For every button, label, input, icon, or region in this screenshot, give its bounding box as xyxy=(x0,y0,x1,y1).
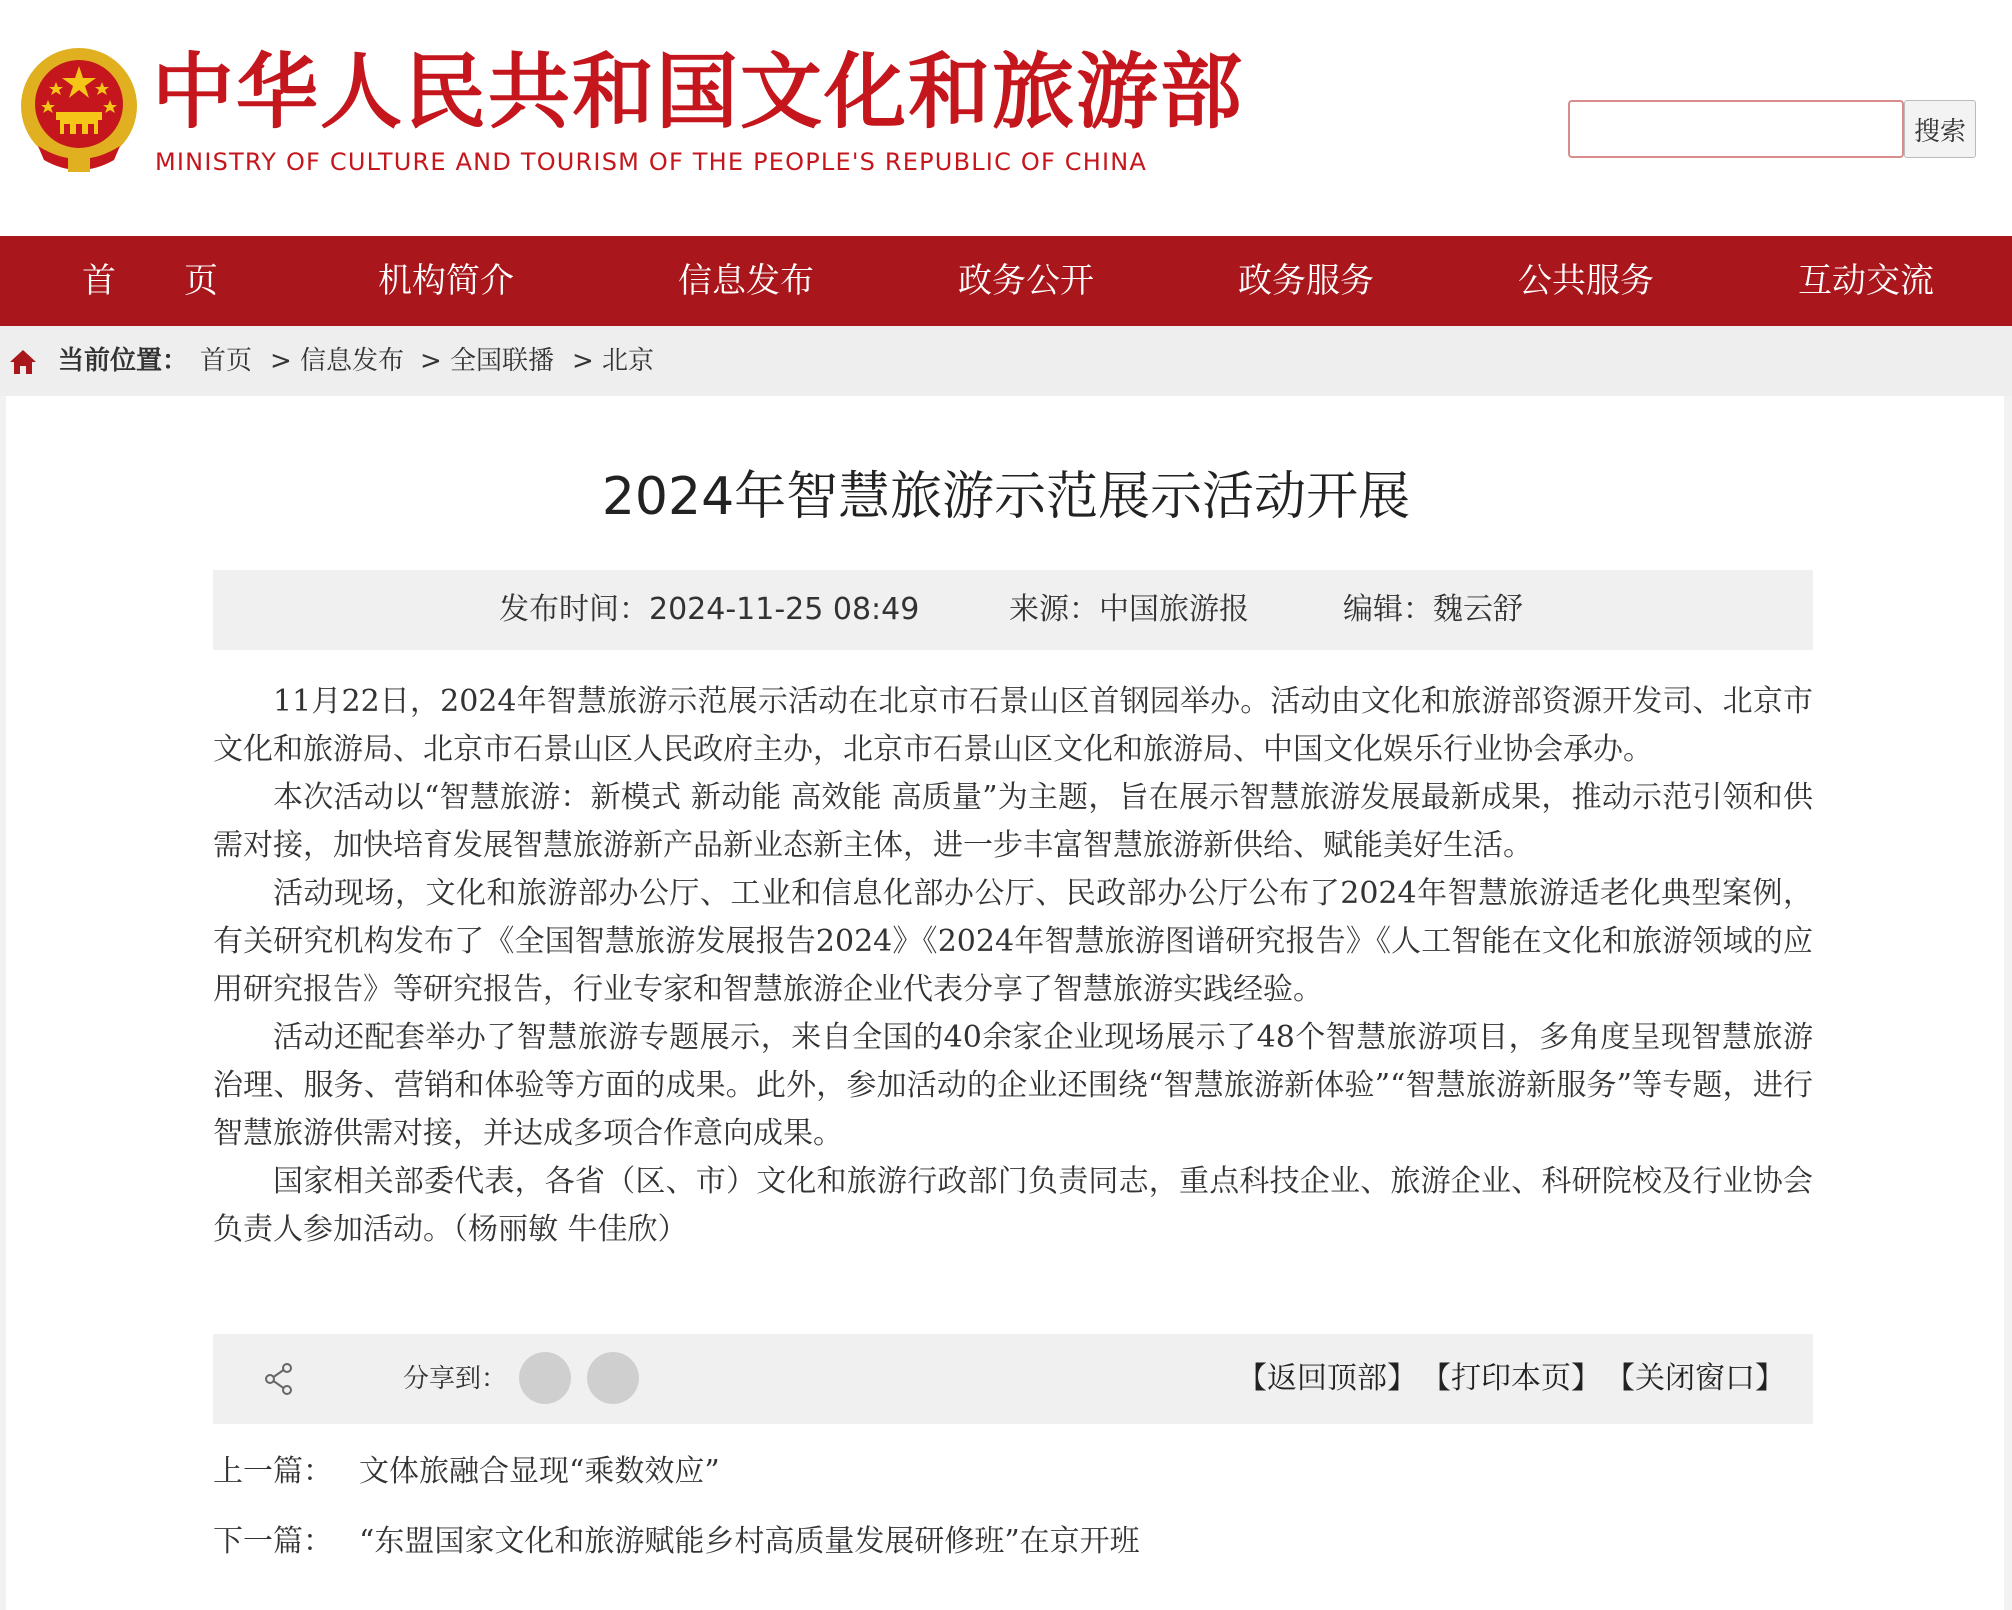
share-bar xyxy=(213,1334,1813,1424)
article-paragraph: 本次活动以“智慧旅游：新模式 新动能 高效能 高质量”为主题，旨在展示智慧旅游发展最新成果，推动示范引领和供需对接，加快培育发展智慧旅游新产品新业态新主体，进一步丰富智慧旅游新供给、赋能美好生活。 xyxy=(213,780,1813,863)
publish-time: 发布时间：2024-11-25 08:49 xyxy=(499,592,920,627)
article-paragraph: 国家相关部委代表，各省（区、市）文化和旅游行政部门负责同志，重点科技企业、旅游企业、科研院校及行业协会负责人参加活动。（杨丽敏 牛佳欣） xyxy=(213,1164,1813,1247)
nav-item-home[interactable]: 首 页 xyxy=(82,261,218,301)
nav-item-about[interactable]: 机构简介 xyxy=(378,261,514,301)
nav-item-public-services[interactable]: 公共服务 xyxy=(1518,261,1654,301)
main-nav xyxy=(0,236,2012,326)
breadcrumb-national-broadcast[interactable]: > 全国联播 xyxy=(420,346,555,376)
nav-item-interaction[interactable]: 互动交流 xyxy=(1798,261,1934,301)
breadcrumb xyxy=(0,326,2012,396)
search-input[interactable] xyxy=(1568,100,1904,158)
next-article xyxy=(213,1516,1140,1560)
breadcrumb-home[interactable]: 首页 xyxy=(200,346,253,376)
article-paragraph: 活动还配套举办了智慧旅游专题展示，来自全国的40余家企业现场展示了48个智慧旅游项目，多角度呈现智慧旅游治理、服务、营销和体验等方面的成果。此外，参加活动的企业还围绕“智慧旅游新体验”“智慧旅游新服务”等专题，进行智慧旅游供需对接，并达成多项合作意向成果。 xyxy=(213,1020,1813,1151)
breadcrumb-label: 当前位置： xyxy=(58,346,189,376)
site-title-en: MINISTRY OF CULTURE AND TOURISM OF THE PEOPLE'S REPUBLIC OF CHINA xyxy=(155,148,1148,176)
next-article-label: 下一篇： xyxy=(213,1524,333,1559)
site-header xyxy=(0,0,2012,236)
next-article-link[interactable]: “东盟国家文化和旅游赋能乡村高质量发展研修班”在京开班 xyxy=(359,1524,1140,1559)
back-to-top-link[interactable]: 【返回顶部】 xyxy=(1237,1361,1417,1396)
article-source: 来源：中国旅游报 xyxy=(1009,592,1249,627)
breadcrumb-beijing[interactable]: > 北京 xyxy=(572,346,655,376)
share-icon[interactable] xyxy=(263,1362,295,1396)
article-body xyxy=(213,678,1813,1254)
share-wechat-button[interactable] xyxy=(519,1352,571,1404)
article-paragraph: 活动现场，文化和旅游部办公厅、工业和信息化部办公厅、民政部办公厅公布了2024年智慧旅游适老化典型案例，有关研究机构发布了《全国智慧旅游发展报告2024》《2024年智慧旅游图谱研究报告》《人工智能在文化和旅游领域的应用研究报告》等研究报告，行业专家和智慧旅游企业代表分享了智慧旅游实践经验。 xyxy=(213,876,1813,1007)
nav-item-news[interactable]: 信息发布 xyxy=(678,261,814,301)
nav-item-government-services[interactable]: 政务服务 xyxy=(1238,261,1374,301)
home-icon xyxy=(8,348,38,376)
search-button[interactable]: 搜索 xyxy=(1904,100,1976,158)
nav-item-government-affairs[interactable]: 政务公开 xyxy=(958,261,1094,301)
breadcrumb-news[interactable]: > 信息发布 xyxy=(270,346,405,376)
prev-article-label: 上一篇： xyxy=(213,1454,333,1489)
article-meta xyxy=(213,570,1813,650)
national-emblem-icon xyxy=(18,46,140,176)
prev-article xyxy=(213,1446,720,1490)
print-page-link[interactable]: 【打印本页】 xyxy=(1421,1361,1601,1396)
share-weibo-button[interactable] xyxy=(587,1352,639,1404)
close-window-link[interactable]: 【关闭窗口】 xyxy=(1605,1361,1785,1396)
prev-article-link[interactable]: 文体旅融合显现“乘数效应” xyxy=(359,1454,720,1489)
article-container xyxy=(6,396,2004,1610)
article-title: 2024年智慧旅游示范展示活动开展 xyxy=(601,467,1411,527)
site-title-cn: 中华人民共和国文化和旅游部 xyxy=(152,45,1245,140)
share-label: 分享到： xyxy=(403,1364,508,1394)
article-paragraph: 11月22日，2024年智慧旅游示范展示活动在北京市石景山区首钢园举办。活动由文化和旅游部资源开发司、北京市文化和旅游局、北京市石景山区人民政府主办，北京市石景山区文化和旅游局、中国文化娱乐行业协会承办。 xyxy=(213,684,1813,767)
article-editor: 编辑：魏云舒 xyxy=(1343,592,1523,627)
